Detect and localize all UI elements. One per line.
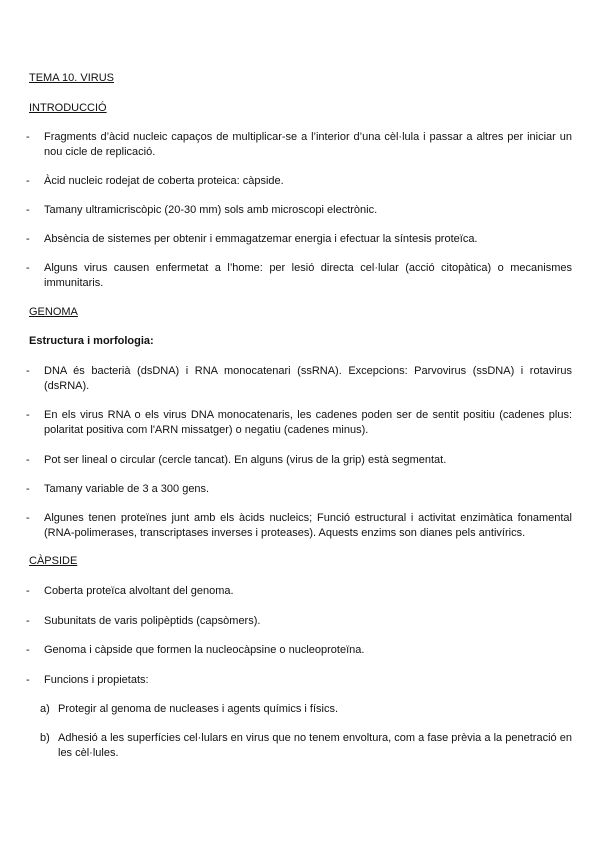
bullet-dash: - bbox=[26, 644, 30, 656]
list-item bbox=[26, 232, 572, 247]
list-item-text: Tamany variable de 3 a 300 gens. bbox=[44, 483, 210, 495]
list-item bbox=[26, 584, 572, 599]
document-title: TEMA 10. VIRUS bbox=[29, 72, 114, 84]
list-item bbox=[26, 408, 572, 438]
bullet-dash: - bbox=[26, 233, 30, 245]
sublist-item bbox=[40, 731, 572, 761]
sublist-marker: b) bbox=[40, 732, 50, 744]
list-item-text: En els virus RNA o els virus DNA monocatenaris, les cadenes poden ser de sentit positiu (cadenes plus: polaritat positiva com l'ARN missatger) o negatiu (cadenes minus). bbox=[44, 409, 572, 436]
list-item-text: Coberta proteïca alvoltant del genoma. bbox=[44, 585, 234, 597]
list-item bbox=[26, 673, 572, 688]
list-item-text: Pot ser lineal o circular (cercle tancat). En alguns (virus de la grip) està segmentat. bbox=[44, 454, 447, 466]
sublist-item-text: Protegir al genoma de nucleases i agents químics i físics. bbox=[58, 703, 339, 715]
sublist-marker: a) bbox=[40, 703, 50, 715]
list-item bbox=[26, 482, 572, 497]
bullet-dash: - bbox=[26, 131, 30, 143]
list-item bbox=[26, 261, 572, 291]
list-item bbox=[26, 614, 572, 629]
bullet-dash: - bbox=[26, 585, 30, 597]
list-item-text: Genoma i càpside que formen la nucleocàpsine o nucleoproteïna. bbox=[44, 644, 365, 656]
list-item-text: Algunes tenen proteïnes junt amb els àcids nucleics; Funció estructural i activitat enzimàtica fonamental (RNA-polimerases, transcriptases inverses i proteases). Aquests enzims son dianes pels antivírics. bbox=[44, 512, 572, 539]
bullet-dash: - bbox=[26, 262, 30, 274]
section-heading-introduccio: INTRODUCCIÓ bbox=[29, 102, 107, 114]
bullet-dash: - bbox=[26, 175, 30, 187]
list-item bbox=[26, 174, 572, 189]
sublist-item bbox=[40, 702, 572, 717]
list-item bbox=[26, 203, 572, 218]
bullet-dash: - bbox=[26, 454, 30, 466]
list-item-text: Àcid nucleic rodejat de coberta proteica: càpside. bbox=[44, 175, 284, 187]
bullet-dash: - bbox=[26, 615, 30, 627]
list-item-text: Subunitats de varis polipèptids (capsòmers). bbox=[44, 615, 261, 627]
bullet-dash: - bbox=[26, 204, 30, 216]
subheading-estructura: Estructura i morfologia: bbox=[29, 335, 154, 347]
section-heading-capside: CÀPSIDE bbox=[29, 555, 78, 567]
bullet-dash: - bbox=[26, 674, 30, 686]
list-item bbox=[26, 453, 572, 468]
list-item bbox=[26, 130, 572, 160]
section-heading-genoma: GENOMA bbox=[29, 306, 78, 318]
list-item-text: DNA és bacterià (dsDNA) i RNA monocatenari (ssRNA). Excepcions: Parvovirus (ssDNA) i rotavirus (dsRNA). bbox=[44, 365, 572, 392]
list-item bbox=[26, 364, 572, 394]
bullet-dash: - bbox=[26, 365, 30, 377]
bullet-dash: - bbox=[26, 512, 30, 524]
list-item-text: Funcions i propietats: bbox=[44, 674, 149, 686]
list-item-text: Absència de sistemes per obtenir i emmagatzemar energia i efectuar la síntesis proteïca. bbox=[44, 233, 478, 245]
list-item bbox=[26, 511, 572, 541]
list-item-text: Alguns virus causen enfermetat a l’home: per lesió directa cel·lular (acció citopàtica) o mecanismes immunitaris. bbox=[44, 262, 572, 289]
list-item-text: Tamany ultramicriscòpic (20-30 mm) sols amb microscopi electrònic. bbox=[44, 204, 378, 216]
list-item bbox=[26, 643, 572, 658]
bullet-dash: - bbox=[26, 409, 30, 421]
bullet-dash: - bbox=[26, 483, 30, 495]
sublist-item-text: Adhesió a les superfícies cel·lulars en virus que no tenem envoltura, com a fase prèvia a la penetració en les cèl·lules. bbox=[58, 732, 572, 759]
list-item-text: Fragments d’àcid nucleic capaços de multiplicar-se a l’interior d’una cèl·lula i passar a altres per iniciar un nou cicle de replicació. bbox=[44, 131, 572, 158]
